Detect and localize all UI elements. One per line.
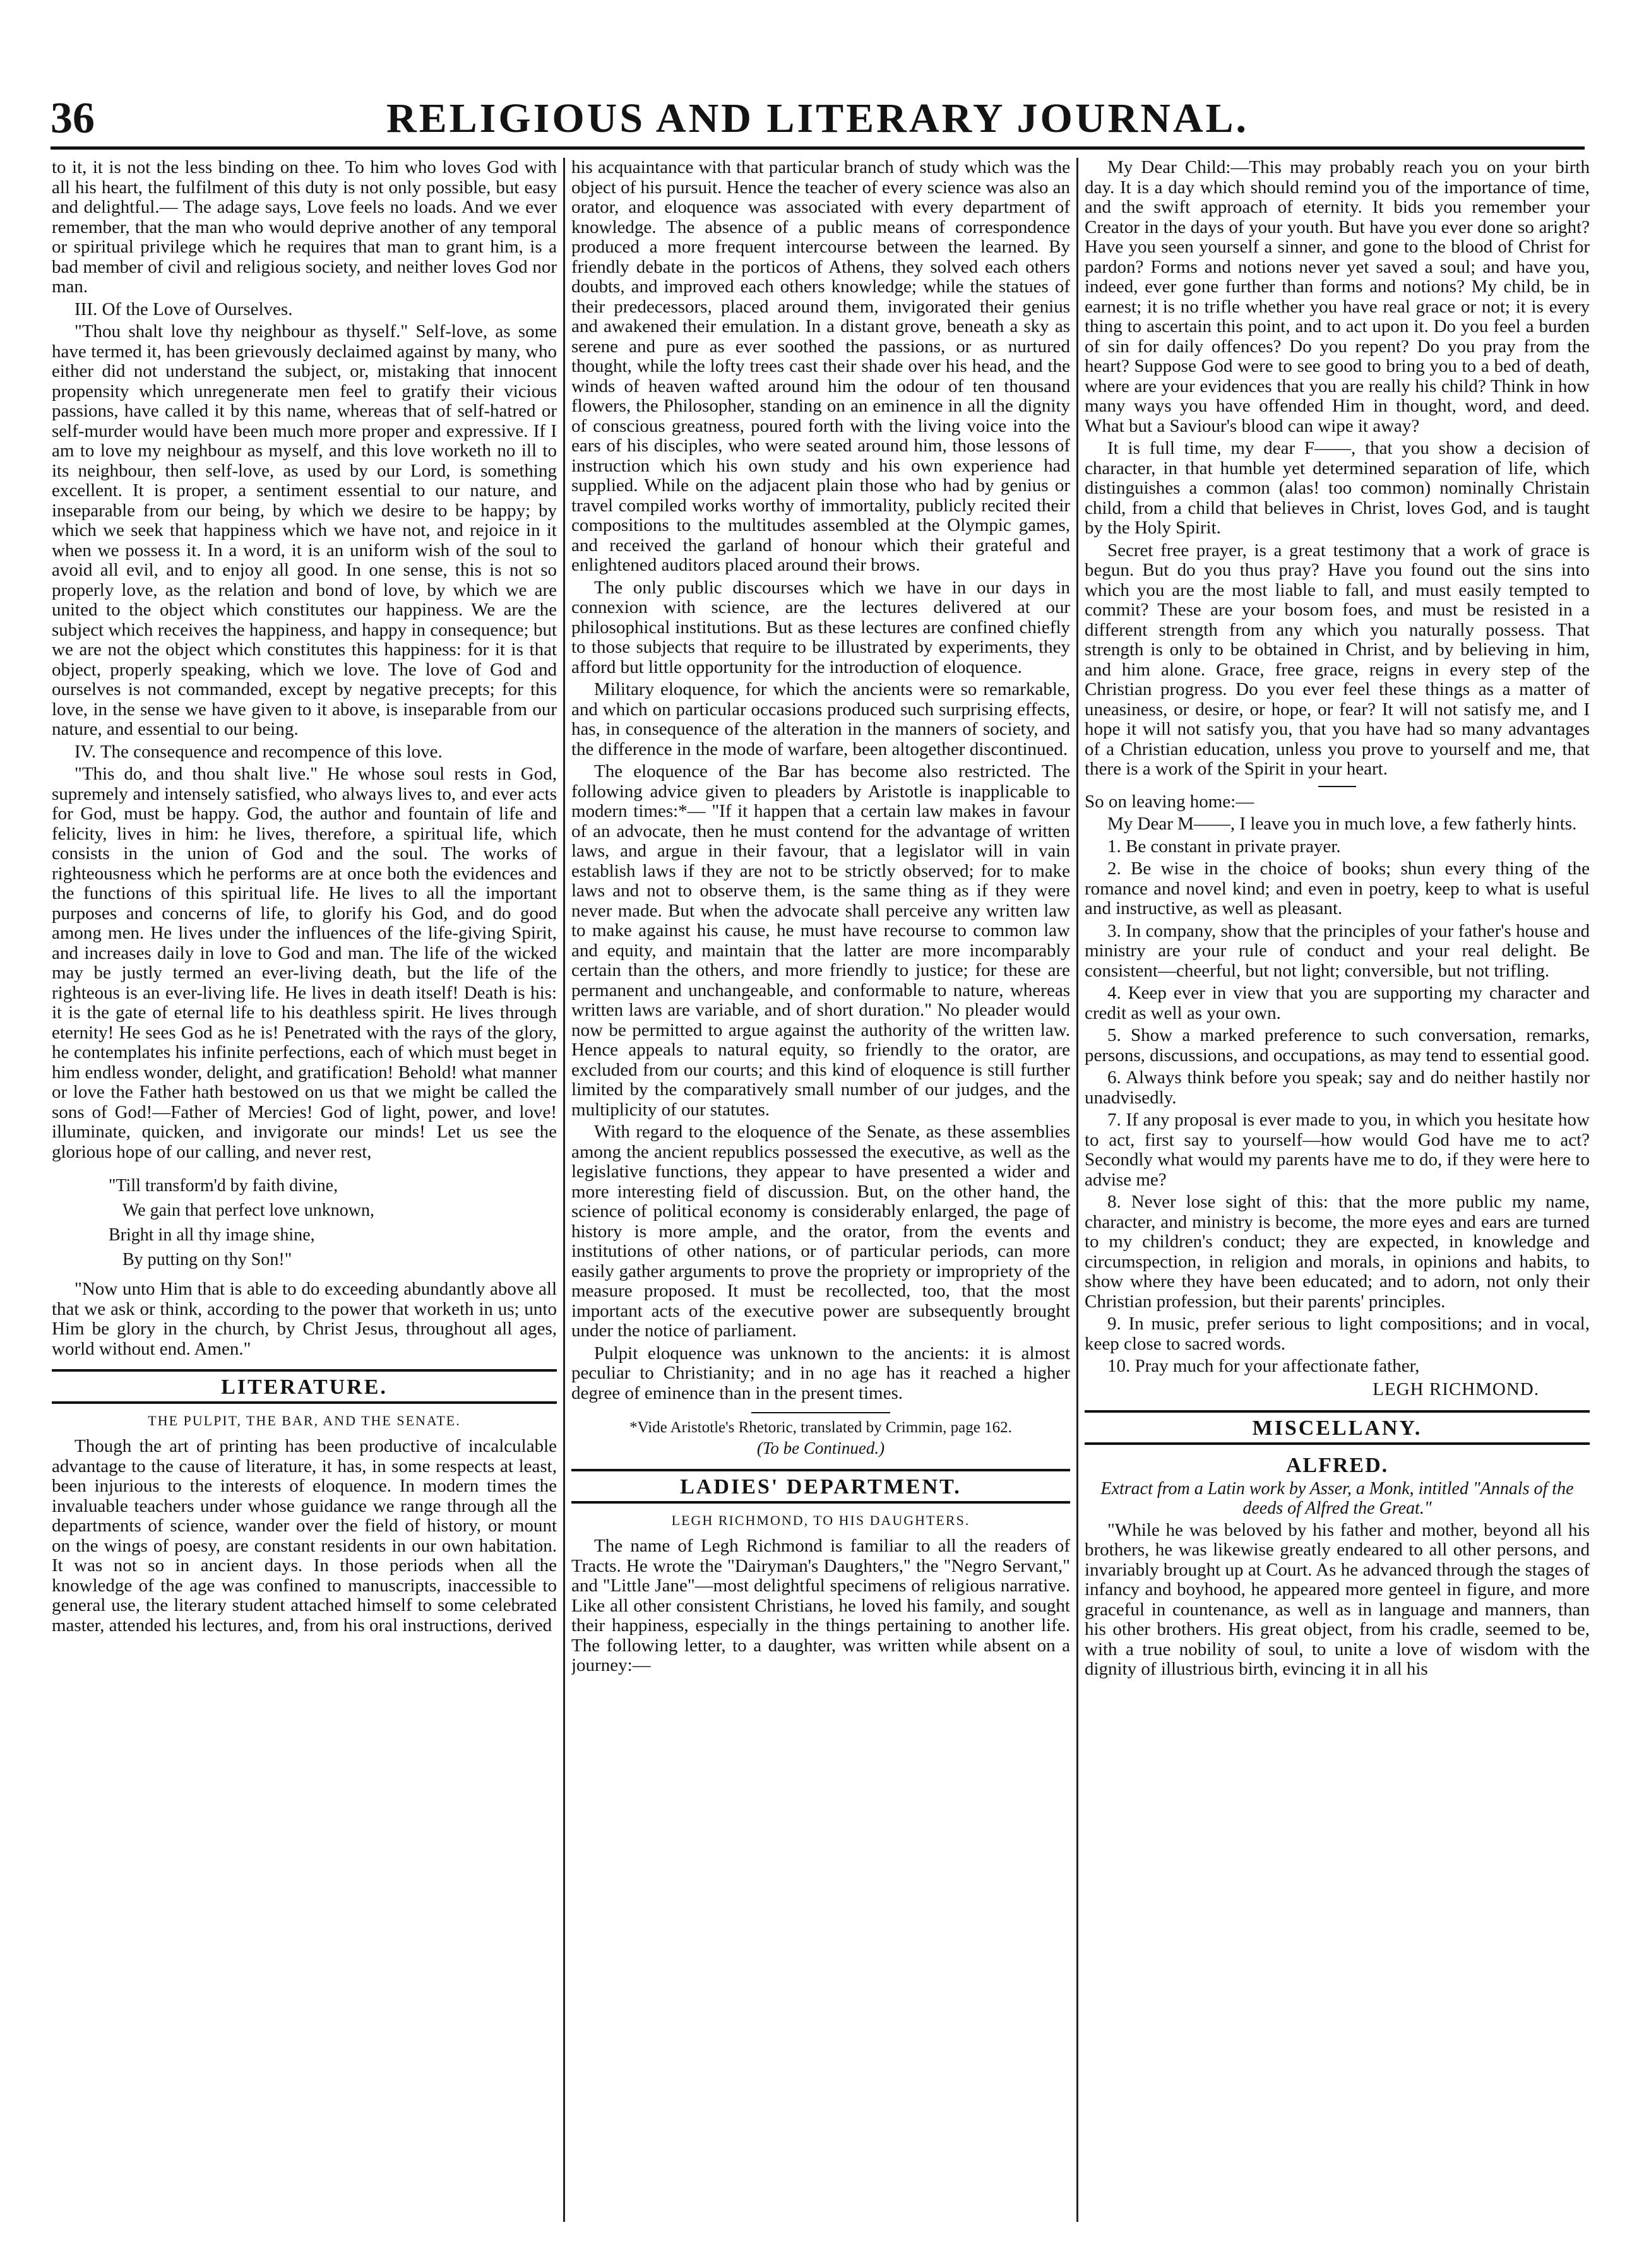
column-middle — [571, 158, 1070, 2222]
verse — [109, 1173, 557, 1272]
column-divider — [563, 158, 565, 2222]
list-item: 3. In company, show that the principles of your father's house and ministry are your rule of conduct and your real delight. Be consistent—cheerful, but not light; conversible, but not trifling. — [1085, 920, 1590, 981]
list-item: 9. In music, prefer serious to light compositions; and in vocal, keep close to sacred words. — [1085, 1314, 1590, 1354]
page-number: 36 — [51, 94, 95, 143]
paragraph: "Thou shalt love thy neighbour as thyself." Self-love, as some have termed it, has been grievously declaimed against by many, who either did not understand the subject, or, mistaking that innocent propensity which unregenerate men feel to gratify their vicious passions, have called it by this name, whereas that of self-hatred or self-murder would have been much more proper and expressive. If I am to love my neighbour as myself, and this love worketh no ill to its neighbour, then self-love, as used by our Lord, is something excellent. It is proper, a sentiment essential to our nature, and inseparable from our being, by which we desire to be happy; by which we seek that happiness which we have not, and rejoice in it when we possess it. In a word, it is an uniform wish of the soul to avoid all evil, and to enjoy all good. In one sense, this is not so properly love, as the relation and bond of love, by which we are united to the object which constitutes our happiness. We are the subject which receives the happiness, and happy in consequence; but we are not the object which constitutes this happiness: for it is that object, properly speaking, which we love. The love of God and ourselves is not commanded, except by negative precepts; for this love, in the sense we have given to it above, is inseparable from our nature, and essential to our being. — [52, 321, 557, 739]
list-item: 7. If any proposal is ever made to you, in which you hesitate how to act, first say to yourself—how would God have me to act? Secondly what would my parents have me to do, if they were here to advise me? — [1085, 1110, 1590, 1190]
list-item: 6. Always think before you speak; say and do neither hastily nor unadvisedly. — [1085, 1067, 1590, 1108]
journal-title: RELIGIOUS AND LITERARY JOURNAL. — [386, 95, 1249, 141]
header-rule — [51, 146, 1585, 150]
paragraph: My Dear Child:—This may probably reach you on your birth day. It is a day which should remind you of the importance of time, and the swift approach of eternity. It bids you remember your Creator in the days of your youth. But have you ever done so aright? Have you seen yourself a sinner, and gone to the blood of Christ for pardon? Forms and notions never yet saved a soul; and have you, indeed, ever gone further than forms and notions? My child, be in earnest; it is no trifle whether you have real grace or not; it is every thing to ascertain this point, and to act upon it. Do you feel a burden of sin for daily offences? Do you repent? Do you pray from the heart? Suppose God were to see good to bring you to a bed of death, where are your evidences that you are really his child? Think in how many ways you have offended Him in thought, word, and deed. What but a Saviour's blood can wipe it away? — [1085, 158, 1590, 436]
list-item: 8. Never lose sight of this: that the more public my name, character, and ministry is become, the more eyes and ears are turned to my children's conduct; they are expected, in knowledge and circumspection, in religion and morals, in opinions and habits, to show where they have been educated; and to adorn, not only their Christian profession, but their parents' principles. — [1085, 1192, 1590, 1312]
verse-line: "Till transform'd by faith divine, — [109, 1176, 338, 1196]
department-heading: MISCELLANY. — [1085, 1410, 1590, 1445]
article-title: LEGH RICHMOND, TO HIS DAUGHTERS. — [671, 1512, 970, 1528]
list-item: 4. Keep ever in view that you are supporting my character and credit as well as your own. — [1085, 983, 1590, 1023]
column-divider — [1076, 158, 1078, 2222]
paragraph: "While he was beloved by his father and mother, beyond all his brothers, he was likewise greatly endeared to all other persons, and invariably brought up at Court. As he advanced through the stages of infancy and boyhood, he appeared more genteel in figure, and more graceful in countenance, as well as in language and manners, than his other brothers. His great object, from his cradle, seemed to be, with a true nobility of soul, to unite a love of wisdom with the dignity of illustrious birth, evincing it in all his — [1085, 1519, 1590, 1679]
article-subtitle: Extract from a Latin work by Asser, a Monk, intitled "Annals of the deeds of Alfred the Great." — [1100, 1478, 1574, 1518]
list-item: 1. Be constant in private prayer. — [1107, 836, 1341, 857]
paragraph: "Now unto Him that is able to do exceeding abundantly above all that we ask or think, according to the power that worketh in us; unto Him be glory in the church, by Christ Jesus, throughout all ages, world without end. Amen." — [52, 1279, 557, 1359]
section-heading: III. Of the Love of Ourselves. — [74, 299, 293, 319]
paragraph: Secret free prayer, is a great testimony that a work of grace is begun. But do you thus pray? Have you found out the sins into which you are the most liable to fall, and must easily tempted to commit? These are your bosom foes, and must be resisted in a different strength from any which you naturally possess. That strength is only to be obtained in Christ, and by believing in him, and him alone. Grace, free grace, reigns in every step of the Christian progress. Do you ever feel these things as a matter of uneasiness, or desire, or hope, or fear? It will not satisfy me, and I hope it will not satisfy you, that you have had so many advantages of a Christian education, unless you prove to yourself and me, that there is a work of the Spirit in your heart. — [1085, 540, 1590, 779]
column-right — [1085, 158, 1590, 2222]
paragraph: to it, it is not the less binding on thee. To him who loves God with all his heart, the fulfilment of this duty is not only possible, but easy and delightful.— The adage says, Love feels no loads. And we ever remember, that the man who would deprive another of any temporal or spiritual privilege which he requires that man to grant him, is a bad member of civil and religious society, and neither loves God nor man. — [52, 158, 557, 297]
column-left — [52, 158, 557, 2222]
department-heading: LITERATURE. — [52, 1369, 557, 1404]
verse-line: We gain that perfect love unknown, — [122, 1201, 374, 1220]
list-item: 5. Show a marked preference to such conversation, remarks, persons, discussions, and occupations, as may tend to essential good. — [1085, 1025, 1590, 1066]
paragraph: My Dear M——, I leave you in much love, a few fatherly hints. — [1107, 814, 1577, 834]
paragraph: Military eloquence, for which the ancients were so remarkable, and which on particular occasions produced such surprising effects, has, in consequence of the alteration in the manners of society, and the difference in the mode of warfare, been altogether discontinued. — [571, 679, 1070, 759]
article-title: THE PULPIT, THE BAR, AND THE SENATE. — [148, 1413, 461, 1428]
article-title: ALFRED. — [1285, 1453, 1389, 1477]
department-heading: LADIES' DEPARTMENT. — [571, 1469, 1070, 1504]
signature: LEGH RICHMOND. — [1373, 1379, 1539, 1399]
continued-note: (To be Continued.) — [756, 1439, 885, 1458]
section-heading: IV. The consequence and recompence of this love. — [74, 741, 443, 762]
paragraph: So on leaving home:— — [1085, 791, 1254, 812]
list-item: 10. Pray much for your affectionate father, — [1107, 1356, 1420, 1376]
page-header — [51, 93, 1585, 144]
paragraph: With regard to the eloquence of the Senate, as these assemblies among the ancient republics possessed the executive, as well as the legislative functions, they appear to have presented a wider and more interesting field of discussion. But, on the other hand, the science of political economy is considerably enlarged, the page of history is more ample, and the orator, from the events and institutions of other nations, or of particular periods, can more easily gather arguments to prove the propriety or impropriety of the measure proposed. It must be recollected, too, that the most important acts of the executive power are subsequently brought under the notice of parliament. — [571, 1122, 1070, 1341]
paragraph: his acquaintance with that particular branch of study which was the object of his pursuit. Hence the teacher of every science was also an orator, and eloquence was associated with every department of knowledge. The absence of a public means of correspondence produced a more frequent intercourse between the learned. By friendly debate in the porticos of Athens, they solved each others doubts, and improved each others knowledge; while the statues of their predecessors, placed around them, invigorated their genius and awakened their emulation. In a distant grove, beneath a sky as serene and pure as ever soothed the passions, or as nurtured thought, while the lofty trees cast their shade over his head, and the winds of heaven wafted around him the odour of ten thousand flowers, the Philosopher, standing on an eminence in all the dignity of conscious greatness, poured forth with the living voice into the ears of his disciples, who were seated around him, those lessons of instruction which his own study and his own experience had supplied. While on the adjacent plain those who had by genius or travel compiled works worthy of immortality, publicly recited their compositions to the multitudes assembled at the Olympic games, and received the garland of honour which their grateful and enlightened auditors placed around their brows. — [571, 158, 1070, 575]
footnote-rule — [751, 1412, 890, 1413]
list-item: 2. Be wise in the choice of books; shun every thing of the romance and novel kind; and even in poetry, keep to what is useful and instructive, as well as pleasant. — [1085, 858, 1590, 918]
paragraph: The name of Legh Richmond is familiar to all the readers of Tracts. He wrote the "Dairyman's Daughters," the "Negro Servant," and "Little Jane"—most delightful specimens of religious narrative. Like all other consistent Christians, he loved his family, and sought their happiness, especially in the things pertaining to another life. The following letter, to a daughter, was written while absent on a journey:— — [571, 1536, 1070, 1675]
verse-line: Bright in all thy image shine, — [109, 1225, 315, 1245]
paragraph: The eloquence of the Bar has become also restricted. The following advice given to pleaders by Aristotle is inapplicable to modern times:*— "If it happen that a certain law makes in favour of an advocate, then he must contend for the advantage of written laws, and argue in their favour, that a legislator will in vain establish laws if they are not to be strictly observed; for to make laws and not to observe them, is the same thing as if they were never made. But when the advocate shall perceive any written law to make against his cause, he must have recourse to common law and equity, and maintain that the latter are more incomparably certain than the others, and more friendly to justice; for these are permanent and unchangeable, and conformable to nature, whereas written laws are variable, and of short duration." No pleader would now be permitted to argue against the authority of the written law. Hence appeals to natural equity, so friendly to the orator, are excluded from our courts; and this kind of eloquence is still further limited by the comparatively small number of our judges, and the multiplicity of our statutes. — [571, 761, 1070, 1120]
paragraph: Pulpit eloquence was unknown to the ancients: it is almost peculiar to Christianity; and in no age has it reached a higher degree of eminence than in the present times. — [571, 1343, 1070, 1403]
paragraph: The only public discourses which we have in our days in connexion with science, are the lectures delivered at our philosophical institutions. But as these lectures are confined chiefly to those subjects that require to be illustrated by experiments, they afford but little opportunity for the introduction of eloquence. — [571, 577, 1070, 677]
footnote: *Vide Aristotle's Rhetoric, translated by Crimmin, page 162. — [629, 1419, 1012, 1436]
paragraph: Though the art of printing has been productive of incalculable advantage to the cause of literature, it has, in some respects at least, been injurious to the interests of eloquence. In modern times the invaluable teachers under whose guidance we range through all the departments of science, wander over the field of history, or mount on the wings of poesy, are constant residents in our own habitation. It was not so in ancient days. In those periods when all the knowledge of the age was confined to manuscripts, inaccessible to general use, the literary student attached himself to some celebrated master, attended his lectures, and, from his oral instructions, derived — [52, 1436, 557, 1636]
verse-line: By putting on thy Son!" — [122, 1250, 292, 1269]
separator-dash — [1318, 786, 1356, 787]
paragraph: It is full time, my dear F——, that you show a decision of character, in that humble yet determined separation of life, which distinguishes a common (alas! too common) nominally Christain child, from a child that believes in Christ, loves God, and is taught by the Holy Spirit. — [1085, 438, 1590, 538]
paragraph: "This do, and thou shalt live." He whose soul rests in God, supremely and intensely satisfied, who always lives to, and ever acts for God, must be happy. God, the author and fountain of life and felicity, lives in him: he lives, therefore, a spiritual life, which consists in the union of God and the soul. The works of righteousness which he performs are at once both the evidences and the functions of this spiritual life. He lives to all the important purposes and concerns of life, to glorify his God, and do good among men. He lives under the influences of the life-giving Spirit, and increases daily in love to God and man. The life of the wicked may be justly termed an ever-living death, but the life of the righteous is an ever-living life. He lives in death itself! Death is his: it is the gate of eternal life to his deathless spirit. He lives through eternity! He sees God as he is! Penetrated with the rays of the glory, he contemplates his infinite perfections, each of which must beget in him endless wonder, delight, and gratification! Behold! what manner or love the Father hath bestowed on us that we might be called the sons of God!—Father of Mercies! God of light, power, and love! illuminate, quicken, and invigorate our minds! Let us see the glorious hope of our calling, and never rest, — [52, 764, 557, 1162]
